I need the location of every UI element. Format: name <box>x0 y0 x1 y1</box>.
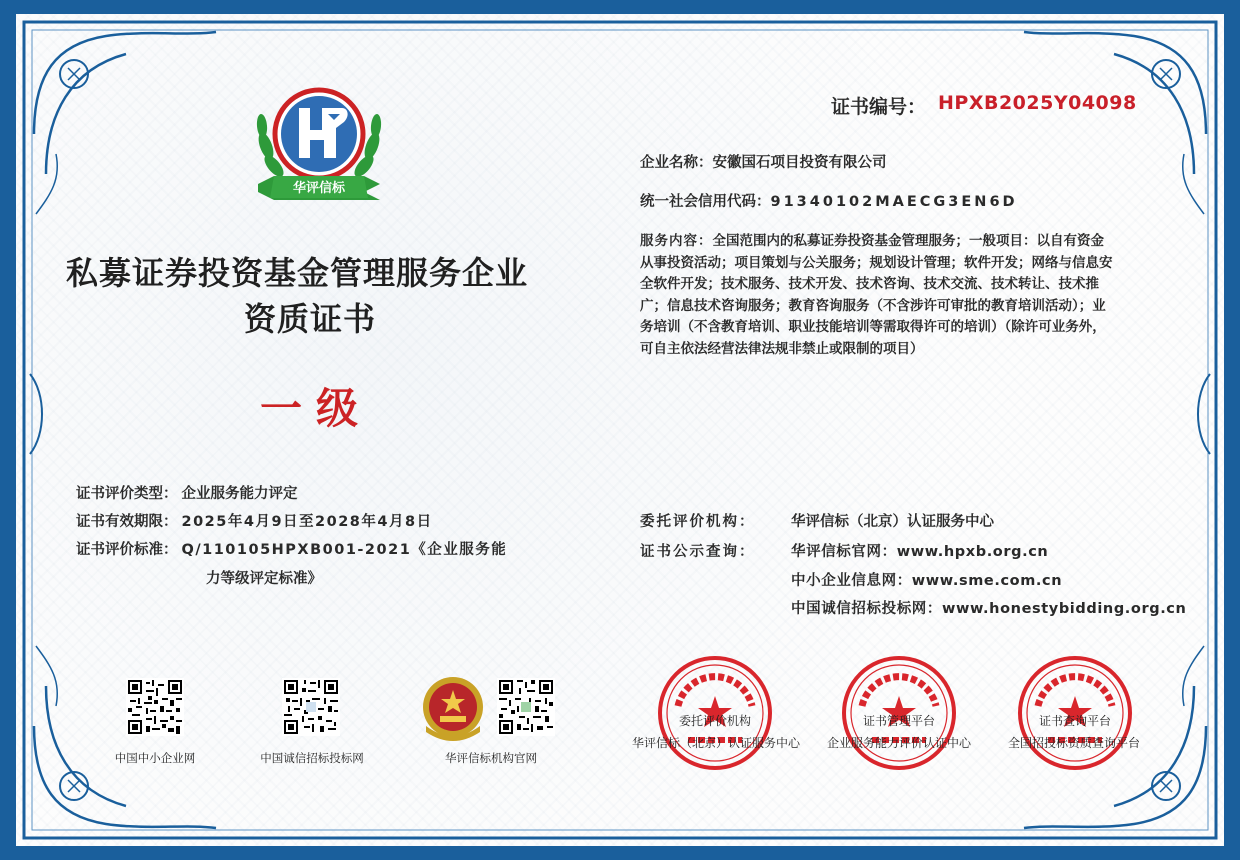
query-label: 证书公示查询： <box>640 544 756 560</box>
company-name: 安徽国石项目投资有限公司 <box>712 155 887 171</box>
qr-code-honestybidding <box>282 678 340 736</box>
validity-period: 2025年4月9日至2028年4月8日 <box>181 514 433 530</box>
seal-3-line2: 全国招投标资质查询平台 <box>1007 736 1140 750</box>
agency-label: 委托评价机构： <box>640 514 756 530</box>
certificate-level: 一级 <box>260 384 373 433</box>
seal-1-line2: 华评信标（北京）认证服务中心 <box>631 736 800 750</box>
certificate-number: HPXB2025Y04098 <box>938 92 1137 114</box>
seal-2-line1: 证书管理平台 <box>862 714 935 728</box>
qr-code-sme <box>126 678 184 736</box>
standard-label: 证书评价标准： <box>76 542 178 558</box>
corner-ornament-tl <box>34 32 216 214</box>
service-line-5: 务培训（不含教育培训、职业技能培训等需取得许可的培训）（除许可业务外， <box>640 319 1106 336</box>
validity-row <box>76 510 433 531</box>
service-line-2: 从事投资活动；项目策划与公关服务；规划设计管理；软件开发；网络与信息安 <box>640 254 1113 271</box>
validity-label: 证书有效期限： <box>76 514 178 530</box>
service-content <box>640 231 1180 361</box>
service-line-4: 广；信息技术咨询服务；教育咨询服务（不含涉许可审批的教育培训活动）；业 <box>640 297 1106 314</box>
qr-label-hpxb: 华评信标机构官网 <box>445 751 537 765</box>
credit-code: 91340102MAECG3EN6D <box>770 194 1018 210</box>
seal-2-line2: 企业服务能力评价认证中心 <box>826 736 971 750</box>
certificate-title-line1: 私募证券投资基金管理服务企业 <box>66 254 529 292</box>
standard-row <box>76 538 507 559</box>
company-label: 企业名称： <box>640 155 713 171</box>
seal-1-line1: 委托评价机构 <box>678 714 751 728</box>
service-line-3: 全软件开发；技术服务、技术开发、技术咨询、技术交流、技术转让、技术推 <box>640 276 1099 293</box>
qr-label-sme: 中国中小企业网 <box>114 751 196 765</box>
agency-name: 华评信标（北京）认证服务中心 <box>791 514 994 530</box>
seal-3-line1: 证书查询平台 <box>1038 714 1111 728</box>
query-site-2: 中小企业信息网：www.sme.com.cn <box>791 573 1063 589</box>
standard-line1: Q/110105HPXB001-2021《企业服务能 <box>181 542 508 558</box>
credit-code-label: 统一社会信用代码： <box>640 194 771 210</box>
eval-type: 企业服务能力评定 <box>181 486 298 502</box>
certificate-sheet <box>16 14 1224 846</box>
certificate-title-line2: 资质证书 <box>244 300 377 338</box>
service-line-1: 全国范围内的私募证券投资基金管理服务；一般项目：以自有资金 <box>712 233 1104 249</box>
query-site-1: 华评信标官网：www.hpxb.org.cn <box>791 544 1049 560</box>
eval-type-label: 证书评价类型： <box>76 486 178 502</box>
emblem-icon <box>420 670 486 744</box>
qr-label-honestybidding: 中国诚信招标投标网 <box>260 751 364 765</box>
credit-code-row <box>640 190 1018 211</box>
qr-code-hpxb <box>497 678 555 736</box>
eval-type-row <box>76 482 298 503</box>
standard-line2: 力等级评定标准》 <box>206 571 322 587</box>
service-line-6: 可自主依法经营法律法规非禁止或限制的项目） <box>640 340 924 357</box>
logo-text: 华评信标 <box>292 181 345 196</box>
company-row <box>640 151 887 172</box>
query-site-3: 中国诚信招标投标网：www.honestybidding.org.cn <box>791 601 1187 617</box>
certificate-number-label: 证书编号： <box>831 96 927 118</box>
service-label: 服务内容： <box>640 233 713 249</box>
